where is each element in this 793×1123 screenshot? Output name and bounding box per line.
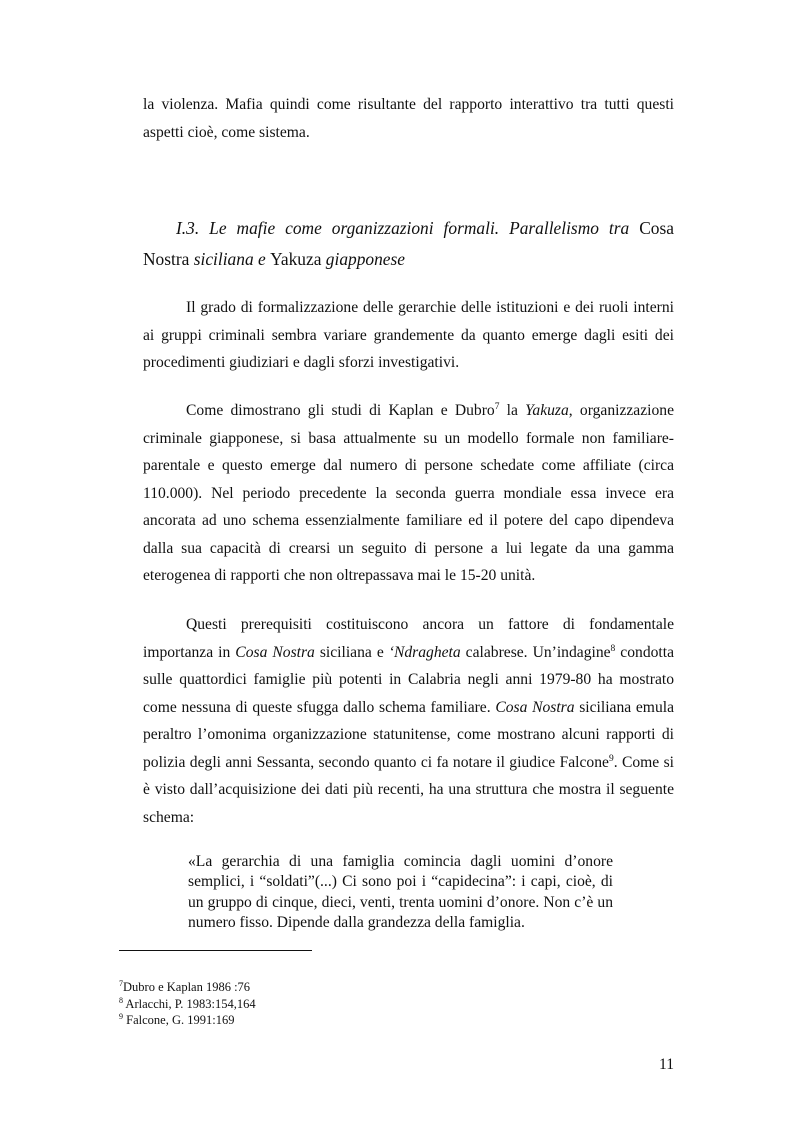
footnote-ref-9: 9 [608,753,614,764]
heading-part3: giapponese [325,249,406,269]
page-number: 11 [658,1056,674,1073]
p2-mid: la [499,402,526,419]
footnote-ref-7: 7 [494,401,500,412]
footnotes [119,979,519,1029]
p3-term-cosa-nostra-2: Cosa Nostra [495,698,575,716]
footnote-8: $^8$ Arlacchi, P. 1983:154,164 [119,995,256,1011]
paragraph-1-text: Il grado di formalizzazione delle gerarchie delle istituzioni e dei ruoli interni ai gruppi criminali sembra variare grandemente da quanto emerge dagli esiti dei procedimenti giudiziari e dagli sforzi investigativi. [143,299,674,371]
heading-part2: siciliana e [193,249,266,269]
paragraph-1 [143,294,674,377]
heading-term-yakuza: Yakuza [270,249,322,269]
paragraph-2 [143,397,674,590]
footnote-9: $^9$ Falcone, G. 1991:169 [119,1011,235,1027]
p2-start: Come dimostrano gli studi di Kaplan e Dubro [186,402,495,419]
p3-mid2: calabrese. Un’indagine [460,643,611,661]
block-quote: «La gerarchia di una famiglia comincia dagli uomini d’onore semplici, i “soldati”(...) Ci sono poi i “capidecina”: i capi, cioè, di un gruppo di cinque, dieci, venti, trenta uomini d’onore. Non c’è un numero fisso. Dipende dalla grandezza della famiglia. [188,853,613,932]
heading-part1: I.3. Le mafie come organizzazioni formali. Parallelismo tra [176,218,630,238]
p3-mid3: condotta sulle quattordici famiglie più potenti in Calabria negli anni 1979-80 ha mostrato come nessuna di queste sfugga dallo schema familiare. [143,643,675,716]
p2-term-yakuza: Yakuza [525,402,569,419]
paragraph-3 [143,611,674,831]
p3-mid4: siciliana emula peraltro l’omonima organizzazione statunitense, come mostrano alcuni rapporti di polizia degli anni Sessanta, secondo quanto ci fa notare il giudice Falcone [143,698,674,771]
p3-term-cosa-nostra: Cosa Nostra [235,643,315,661]
section-heading [143,213,674,275]
p3-end: . Come si è visto dall’acquisizione dei dati più recenti, ha una struttura che mostra il seguente schema: [143,753,674,826]
footnote-divider [119,950,312,951]
intro-text: la violenza. Mafia quindi come risultante del rapporto interattivo tra tutti questi aspetti cioè, come sistema. [143,96,674,141]
heading-term-cosa-nostra: Cosa Nostra [143,218,674,269]
p2-rest: , organizzazione criminale giapponese, si basa attualmente su un modello formale non familiare-parentale e questo emerge dal numero di persone schedate come affiliate (circa 110.000). Nel periodo precedente la seconda guerra mondiale essa invece era ancorata ad uno schema essenzialmente familiare ed il potere del capo dipendeva dalla sua capacità di crearsi un seguito di persone a lui legate da una gamma eterogenea di rapporti che non oltrepassava mai le 15-20 unità. [143,402,674,584]
intro-paragraph [143,91,674,146]
footnote-7: $^7$Dubro e Kaplan 1986 :76 [119,978,251,994]
footnote-ref-8: 8 [610,643,616,654]
p3-term-ndragheta: ‘Ndragheta [388,643,461,661]
p3-mid1: siciliana e [314,643,389,661]
p3-start: Questi prerequisiti costituiscono ancora un fattore di fondamentale importanza in [143,616,674,661]
